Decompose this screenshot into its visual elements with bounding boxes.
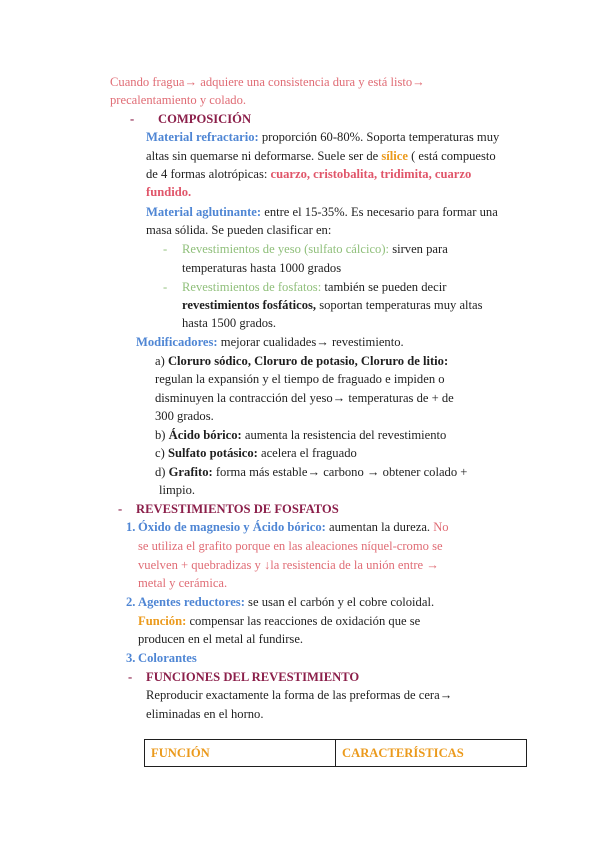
yeso-line-2: temperaturas hasta 1000 grados — [182, 261, 342, 275]
yeso-text: sirven para — [389, 242, 448, 256]
mod-d-line-2: limpio. — [159, 483, 196, 497]
table-header-row — [145, 740, 527, 767]
intro-line-1: Cuando fragua→ adquiere una consistencia dura y está listo→ — [110, 75, 425, 89]
refractario-line-3a: de 4 formas alotrópicas: — [146, 167, 271, 181]
yeso-label: Revestimientos de yeso (sulfato cálcico): — [182, 242, 390, 256]
fosfato-text: también se pueden decir — [321, 280, 447, 294]
mod-a-prefix: a) — [155, 354, 168, 368]
mod-a-line-2: regulan la expansión y el tiempo de fraguado e impiden o — [155, 372, 445, 386]
mod-a-line-4: 300 grados. — [155, 409, 214, 423]
refractario-line-4: fundido. — [146, 185, 192, 199]
fosfato-bold: revestimientos fosfáticos, — [182, 298, 317, 312]
aglutinante-line-1 — [146, 203, 498, 221]
mod-b-text: aumenta la resistencia del revestimiento — [241, 428, 447, 442]
refractario-line-2c: ( está compuesto — [407, 149, 496, 163]
fosfatos-item-2-number: 2. — [126, 595, 136, 609]
mod-c-text: acelera el fraguado — [257, 446, 357, 460]
fosfatos-item-1-number: 1. — [126, 520, 136, 534]
mod-c-line — [155, 444, 357, 462]
refractario-line-3 — [146, 165, 471, 183]
aglutinante-text: entre el 15-35%. Es necesario para formar una — [261, 205, 498, 219]
item-2-text: se usan el carbón y el cobre coloidal. — [244, 595, 435, 609]
mod-a-line-1 — [155, 352, 448, 370]
mod-d-text: forma más estable→ carbono → obtener colado + — [212, 465, 468, 479]
refractario-line-2a: altas sin quemarse ni deformarse. Suele ser de — [146, 149, 382, 163]
refractario-label: Material refractario: — [146, 130, 259, 144]
bullet-dash: - — [128, 670, 133, 684]
item-1-label: Óxido de magnesio y Ácido bórico: — [138, 520, 326, 534]
table-header-caracteristicas: CARACTERÍSTICAS — [336, 740, 527, 767]
modificadores-label: Modificadores: — [136, 335, 218, 349]
mod-b-prefix: b) — [155, 428, 169, 442]
mod-a-line-3: disminuyen la contracción del yeso→ temperaturas de + de — [155, 391, 454, 405]
yeso-dash: - — [163, 242, 168, 256]
mod-c-prefix: c) — [155, 446, 168, 460]
fosfato-line-1 — [182, 278, 446, 296]
silice-term: sílice — [381, 149, 408, 163]
fosfato-line-3: hasta 1500 grados. — [182, 316, 277, 330]
modificadores-line — [136, 333, 404, 351]
fosfatos-item-3-number: 3. — [126, 651, 136, 665]
mod-b-line — [155, 426, 446, 444]
fosfato-label: Revestimientos de fosfatos: — [182, 280, 322, 294]
fosfatos-item-3-label: Colorantes — [138, 651, 197, 665]
table-header-funcion: FUNCIÓN — [145, 740, 336, 767]
mod-d-line-1 — [155, 463, 467, 481]
item-1-text: aumentan la dureza. — [325, 520, 431, 534]
mod-d-bold: Grafito: — [168, 465, 213, 479]
refractario-line-1 — [146, 128, 499, 146]
section-heading-funciones: FUNCIONES DEL REVESTIMIENTO — [146, 670, 360, 684]
item-1-red-line-3: vuelven + quebradizas y ↓la resistencia de la unión entre → — [138, 558, 439, 572]
section-heading-composicion: COMPOSICIÓN — [158, 112, 252, 126]
bullet-dash: - — [118, 502, 123, 516]
intro-line-2: precalentamiento y colado. — [110, 93, 247, 107]
mod-a-bold: Cloruro sódico, Cloruro de potasio, Cloruro de litio: — [167, 354, 449, 368]
aglutinante-line-2: masa sólida. Se pueden clasificar en: — [146, 223, 332, 237]
funciones-line-2: eliminadas en el horno. — [146, 707, 264, 721]
item-1-red-line-4: metal y cerámica. — [138, 576, 228, 590]
funcion-label: Función: — [138, 614, 187, 628]
item-2-label: Agentes reductores: — [138, 595, 245, 609]
aglutinante-label: Material aglutinante: — [146, 205, 262, 219]
yeso-line-1 — [182, 240, 448, 258]
modificadores-text: mejorar cualidades→ revestimiento. — [217, 335, 404, 349]
item-2-funcion-line-2: producen en el metal al fundirse. — [138, 632, 304, 646]
forms-list: cuarzo, cristobalita, tridimita, cuarzo — [270, 167, 472, 181]
fosfatos-item-2 — [138, 593, 434, 611]
fosfato-line-2b: soportan temperaturas muy altas — [316, 298, 483, 312]
fosfatos-item-1 — [138, 518, 449, 536]
section-heading-fosfatos: REVESTIMIENTOS DE FOSFATOS — [136, 502, 339, 516]
bullet-dash: - — [130, 112, 135, 126]
funciones-table — [144, 739, 527, 767]
fosfato-dash: - — [163, 280, 168, 294]
funcion-text: compensar las reacciones de oxidación que se — [186, 614, 421, 628]
item-1-red-line-2: se utiliza el grafito porque en las aleaciones níquel-cromo se — [138, 539, 443, 553]
item-2-funcion — [138, 612, 420, 630]
item-1-red-1: No — [430, 520, 449, 534]
fosfato-line-2 — [182, 296, 483, 314]
funciones-line-1: Reproducir exactamente la forma de las preformas de cera→ — [146, 688, 453, 702]
refractario-line-2 — [146, 147, 496, 165]
mod-d-prefix: d) — [155, 465, 169, 479]
refractario-text: proporción 60-80%. Soporta temperaturas muy — [258, 130, 500, 144]
mod-b-bold: Ácido bórico: — [168, 428, 242, 442]
mod-c-bold: Sulfato potásico: — [167, 446, 258, 460]
